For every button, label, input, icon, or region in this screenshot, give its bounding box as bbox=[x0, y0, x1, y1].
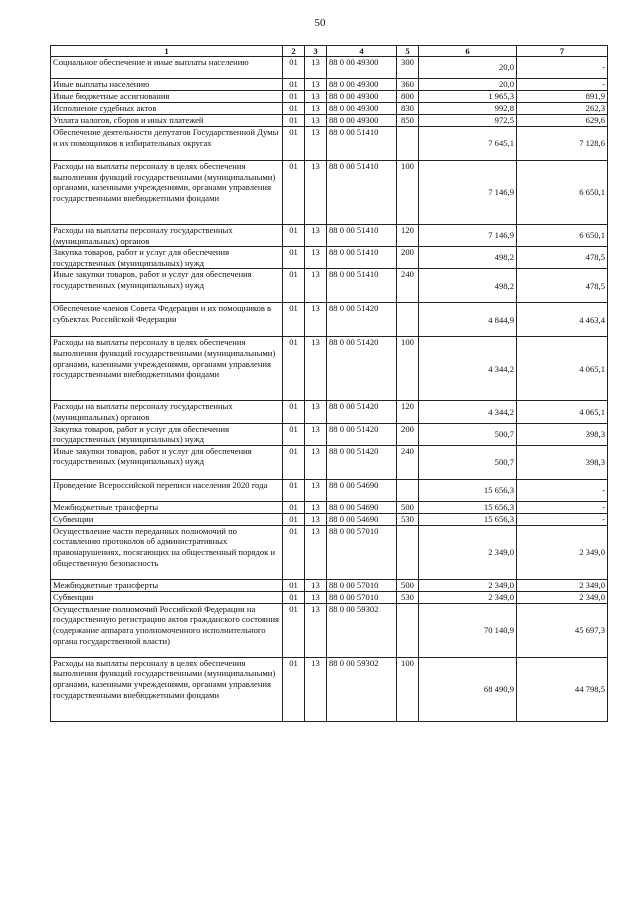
table-row bbox=[51, 603, 608, 657]
table-row bbox=[51, 79, 608, 91]
expense-type-cell: 300 bbox=[397, 57, 419, 79]
target-article-cell: 88 0 00 54690 bbox=[327, 501, 397, 513]
section-code-cell: 01 bbox=[283, 103, 305, 115]
target-article-cell: 88 0 00 51420 bbox=[327, 303, 397, 337]
section-code-cell: 01 bbox=[283, 513, 305, 525]
subsection-code-cell: 13 bbox=[305, 579, 327, 591]
row-name-cell: Обеспечение членов Совета Федерации и их помощников в субъектах Российской Федерации bbox=[51, 303, 283, 337]
subsection-code-cell: 13 bbox=[305, 423, 327, 445]
amount-col7-cell: - bbox=[517, 57, 608, 79]
row-name-cell: Расходы на выплаты персоналу в целях обеспечения выполнения функций государственными (муниципальными) органами, казенными учреждениями, органами управления государственными внебюджетными фондами bbox=[51, 657, 283, 721]
table-row bbox=[51, 401, 608, 423]
target-article-cell: 88 0 00 51410 bbox=[327, 269, 397, 303]
table-row bbox=[51, 513, 608, 525]
subsection-code-cell: 13 bbox=[305, 501, 327, 513]
amount-col7-cell: 478,5 bbox=[517, 269, 608, 303]
row-name-cell: Проведение Всероссийской переписи населения 2020 года bbox=[51, 479, 283, 501]
table-body bbox=[51, 57, 608, 722]
amount-col6-cell: 4 344,2 bbox=[419, 401, 517, 423]
amount-col6-cell: 15 656,3 bbox=[419, 513, 517, 525]
amount-col7-cell: 2 349,0 bbox=[517, 591, 608, 603]
amount-col7-cell: 478,5 bbox=[517, 247, 608, 269]
row-name-cell: Расходы на выплаты персоналу государственных (муниципальных) органов bbox=[51, 401, 283, 423]
amount-col6-cell: 7 645,1 bbox=[419, 127, 517, 161]
target-article-cell: 88 0 00 57010 bbox=[327, 579, 397, 591]
table-row bbox=[51, 115, 608, 127]
row-name-cell: Межбюджетные трансферты bbox=[51, 501, 283, 513]
amount-col6-cell: 992,8 bbox=[419, 103, 517, 115]
amount-col7-cell: 4 463,4 bbox=[517, 303, 608, 337]
table-row bbox=[51, 91, 608, 103]
row-name-cell: Уплата налогов, сборов и иных платежей bbox=[51, 115, 283, 127]
expense-type-cell: 800 bbox=[397, 91, 419, 103]
section-code-cell: 01 bbox=[283, 91, 305, 103]
amount-col6-cell: 4 844,9 bbox=[419, 303, 517, 337]
amount-col7-cell: 4 065,1 bbox=[517, 337, 608, 401]
table-row bbox=[51, 445, 608, 479]
expense-type-cell bbox=[397, 603, 419, 657]
amount-col6-cell: 15 656,3 bbox=[419, 479, 517, 501]
section-code-cell: 01 bbox=[283, 115, 305, 127]
amount-col6-cell: 2 349,0 bbox=[419, 525, 517, 579]
expense-type-cell: 500 bbox=[397, 579, 419, 591]
amount-col7-cell: 6 650,1 bbox=[517, 225, 608, 247]
subsection-code-cell: 13 bbox=[305, 115, 327, 127]
subsection-code-cell: 13 bbox=[305, 247, 327, 269]
target-article-cell: 88 0 00 51420 bbox=[327, 445, 397, 479]
row-name-cell: Расходы на выплаты персоналу в целях обеспечения выполнения функций государственными (муниципальными) органами, казенными учреждениями, органами управления государственными внебюджетными фондами bbox=[51, 337, 283, 401]
amount-col7-cell: 2 349,0 bbox=[517, 525, 608, 579]
section-code-cell: 01 bbox=[283, 445, 305, 479]
target-article-cell: 88 0 00 59302 bbox=[327, 657, 397, 721]
subsection-code-cell: 13 bbox=[305, 57, 327, 79]
amount-col6-cell: 7 146,9 bbox=[419, 161, 517, 225]
target-article-cell: 88 0 00 49300 bbox=[327, 91, 397, 103]
subsection-code-cell: 13 bbox=[305, 525, 327, 579]
subsection-code-cell: 13 bbox=[305, 303, 327, 337]
section-code-cell: 01 bbox=[283, 57, 305, 79]
target-article-cell: 88 0 00 54690 bbox=[327, 479, 397, 501]
amount-col6-cell: 2 349,0 bbox=[419, 579, 517, 591]
expense-type-cell bbox=[397, 525, 419, 579]
table-row bbox=[51, 337, 608, 401]
expense-type-cell: 240 bbox=[397, 445, 419, 479]
amount-col7-cell: 2 349,0 bbox=[517, 579, 608, 591]
section-code-cell: 01 bbox=[283, 127, 305, 161]
amount-col7-cell: 7 128,6 bbox=[517, 127, 608, 161]
section-code-cell: 01 bbox=[283, 401, 305, 423]
expense-type-cell: 240 bbox=[397, 269, 419, 303]
expense-type-cell: 100 bbox=[397, 161, 419, 225]
amount-col6-cell: 500,7 bbox=[419, 423, 517, 445]
subsection-code-cell: 13 bbox=[305, 161, 327, 225]
column-header: 4 bbox=[327, 46, 397, 57]
section-code-cell: 01 bbox=[283, 303, 305, 337]
row-name-cell: Субвенции bbox=[51, 513, 283, 525]
amount-col7-cell: 262,3 bbox=[517, 103, 608, 115]
row-name-cell: Исполнение судебных актов bbox=[51, 103, 283, 115]
section-code-cell: 01 bbox=[283, 579, 305, 591]
table-row bbox=[51, 591, 608, 603]
target-article-cell: 88 0 00 49300 bbox=[327, 57, 397, 79]
row-name-cell: Осуществление полномочий Российской Федерации на государственную регистрацию актов гражданского состояния (содержание аппарата уполномоченного исполнительного органа государственной власти) bbox=[51, 603, 283, 657]
row-name-cell: Закупка товаров, работ и услуг для обеспечения государственных (муниципальных) нужд bbox=[51, 247, 283, 269]
subsection-code-cell: 13 bbox=[305, 127, 327, 161]
amount-col6-cell: 498,2 bbox=[419, 269, 517, 303]
table-row bbox=[51, 103, 608, 115]
amount-col7-cell: 398,3 bbox=[517, 423, 608, 445]
expense-type-cell: 530 bbox=[397, 513, 419, 525]
column-header: 1 bbox=[51, 46, 283, 57]
section-code-cell: 01 bbox=[283, 247, 305, 269]
row-name-cell: Межбюджетные трансферты bbox=[51, 579, 283, 591]
row-name-cell: Обеспечение деятельности депутатов Государственной Думы и их помощников в избирательных округах bbox=[51, 127, 283, 161]
amount-col6-cell: 2 349,0 bbox=[419, 591, 517, 603]
section-code-cell: 01 bbox=[283, 479, 305, 501]
amount-col7-cell: - bbox=[517, 79, 608, 91]
table-row bbox=[51, 579, 608, 591]
subsection-code-cell: 13 bbox=[305, 225, 327, 247]
target-article-cell: 88 0 00 57010 bbox=[327, 591, 397, 603]
subsection-code-cell: 13 bbox=[305, 657, 327, 721]
target-article-cell: 88 0 00 54690 bbox=[327, 513, 397, 525]
section-code-cell: 01 bbox=[283, 501, 305, 513]
target-article-cell: 88 0 00 57010 bbox=[327, 525, 397, 579]
section-code-cell: 01 bbox=[283, 525, 305, 579]
table-row bbox=[51, 657, 608, 721]
amount-col7-cell: - bbox=[517, 501, 608, 513]
amount-col6-cell: 20,0 bbox=[419, 57, 517, 79]
table-row bbox=[51, 501, 608, 513]
row-name-cell: Закупка товаров, работ и услуг для обеспечения государственных (муниципальных) нужд bbox=[51, 423, 283, 445]
column-header: 2 bbox=[283, 46, 305, 57]
amount-col6-cell: 68 490,9 bbox=[419, 657, 517, 721]
subsection-code-cell: 13 bbox=[305, 91, 327, 103]
section-code-cell: 01 bbox=[283, 423, 305, 445]
header-row bbox=[51, 46, 608, 57]
amount-col6-cell: 498,2 bbox=[419, 247, 517, 269]
target-article-cell: 88 0 00 49300 bbox=[327, 79, 397, 91]
table-row bbox=[51, 303, 608, 337]
amount-col7-cell: 891,9 bbox=[517, 91, 608, 103]
expense-type-cell bbox=[397, 479, 419, 501]
row-name-cell: Иные бюджетные ассигнования bbox=[51, 91, 283, 103]
amount-col7-cell: - bbox=[517, 479, 608, 501]
target-article-cell: 88 0 00 51420 bbox=[327, 401, 397, 423]
table-row bbox=[51, 127, 608, 161]
expense-type-cell: 100 bbox=[397, 657, 419, 721]
amount-col6-cell: 7 146,9 bbox=[419, 225, 517, 247]
target-article-cell: 88 0 00 49300 bbox=[327, 103, 397, 115]
row-name-cell: Социальное обеспечение и иные выплаты населению bbox=[51, 57, 283, 79]
amount-col7-cell: 45 697,3 bbox=[517, 603, 608, 657]
expense-type-cell: 850 bbox=[397, 115, 419, 127]
row-name-cell: Расходы на выплаты персоналу государственных (муниципальных) органов bbox=[51, 225, 283, 247]
row-name-cell: Иные выплаты населению bbox=[51, 79, 283, 91]
subsection-code-cell: 13 bbox=[305, 401, 327, 423]
expense-type-cell: 120 bbox=[397, 225, 419, 247]
section-code-cell: 01 bbox=[283, 591, 305, 603]
section-code-cell: 01 bbox=[283, 337, 305, 401]
amount-col6-cell: 500,7 bbox=[419, 445, 517, 479]
target-article-cell: 88 0 00 51410 bbox=[327, 247, 397, 269]
table-row bbox=[51, 525, 608, 579]
expense-type-cell: 500 bbox=[397, 501, 419, 513]
amount-col7-cell: 629,6 bbox=[517, 115, 608, 127]
target-article-cell: 88 0 00 51420 bbox=[327, 337, 397, 401]
table-row bbox=[51, 247, 608, 269]
section-code-cell: 01 bbox=[283, 603, 305, 657]
subsection-code-cell: 13 bbox=[305, 79, 327, 91]
expense-type-cell: 200 bbox=[397, 247, 419, 269]
subsection-code-cell: 13 bbox=[305, 445, 327, 479]
section-code-cell: 01 bbox=[283, 225, 305, 247]
table-row bbox=[51, 479, 608, 501]
target-article-cell: 88 0 00 49300 bbox=[327, 115, 397, 127]
amount-col6-cell: 15 656,3 bbox=[419, 501, 517, 513]
subsection-code-cell: 13 bbox=[305, 513, 327, 525]
expense-type-cell: 530 bbox=[397, 591, 419, 603]
target-article-cell: 88 0 00 51410 bbox=[327, 127, 397, 161]
target-article-cell: 88 0 00 59302 bbox=[327, 603, 397, 657]
row-name-cell: Осуществление части переданных полномочий по составлению протоколов об административных правонарушениях, посягающих на общественный порядок и общественную безопасность bbox=[51, 525, 283, 579]
subsection-code-cell: 13 bbox=[305, 103, 327, 115]
expense-type-cell: 100 bbox=[397, 337, 419, 401]
column-header: 3 bbox=[305, 46, 327, 57]
section-code-cell: 01 bbox=[283, 269, 305, 303]
column-header: 6 bbox=[419, 46, 517, 57]
subsection-code-cell: 13 bbox=[305, 479, 327, 501]
table-row bbox=[51, 269, 608, 303]
row-name-cell: Субвенции bbox=[51, 591, 283, 603]
target-article-cell: 88 0 00 51410 bbox=[327, 161, 397, 225]
expense-type-cell bbox=[397, 127, 419, 161]
row-name-cell: Расходы на выплаты персоналу в целях обеспечения выполнения функций государственными (муниципальными) органами, казенными учреждениями, органами управления государственными внебюджетными фондами bbox=[51, 161, 283, 225]
column-header: 7 bbox=[517, 46, 608, 57]
table-row bbox=[51, 57, 608, 79]
row-name-cell: Иные закупки товаров, работ и услуг для обеспечения государственных (муниципальных) нужд bbox=[51, 445, 283, 479]
expense-type-cell: 830 bbox=[397, 103, 419, 115]
section-code-cell: 01 bbox=[283, 79, 305, 91]
amount-col6-cell: 4 344,2 bbox=[419, 337, 517, 401]
subsection-code-cell: 13 bbox=[305, 269, 327, 303]
table-row bbox=[51, 423, 608, 445]
target-article-cell: 88 0 00 51410 bbox=[327, 225, 397, 247]
amount-col7-cell: - bbox=[517, 513, 608, 525]
amount-col7-cell: 4 065,1 bbox=[517, 401, 608, 423]
section-code-cell: 01 bbox=[283, 161, 305, 225]
subsection-code-cell: 13 bbox=[305, 603, 327, 657]
subsection-code-cell: 13 bbox=[305, 337, 327, 401]
table-row bbox=[51, 225, 608, 247]
page-number: 50 bbox=[314, 17, 326, 29]
subsection-code-cell: 13 bbox=[305, 591, 327, 603]
column-header: 5 bbox=[397, 46, 419, 57]
table-row bbox=[51, 161, 608, 225]
amount-col7-cell: 398,3 bbox=[517, 445, 608, 479]
amount-col6-cell: 1 965,3 bbox=[419, 91, 517, 103]
expense-type-cell: 200 bbox=[397, 423, 419, 445]
expense-type-cell: 120 bbox=[397, 401, 419, 423]
section-code-cell: 01 bbox=[283, 657, 305, 721]
target-article-cell: 88 0 00 51420 bbox=[327, 423, 397, 445]
amount-col7-cell: 6 650,1 bbox=[517, 161, 608, 225]
expense-type-cell: 360 bbox=[397, 79, 419, 91]
amount-col7-cell: 44 798,5 bbox=[517, 657, 608, 721]
amount-col6-cell: 20,0 bbox=[419, 79, 517, 91]
expense-type-cell bbox=[397, 303, 419, 337]
budget-table bbox=[50, 45, 608, 722]
row-name-cell: Иные закупки товаров, работ и услуг для обеспечения государственных (муниципальных) нужд bbox=[51, 269, 283, 303]
amount-col6-cell: 70 140,9 bbox=[419, 603, 517, 657]
amount-col6-cell: 972,5 bbox=[419, 115, 517, 127]
